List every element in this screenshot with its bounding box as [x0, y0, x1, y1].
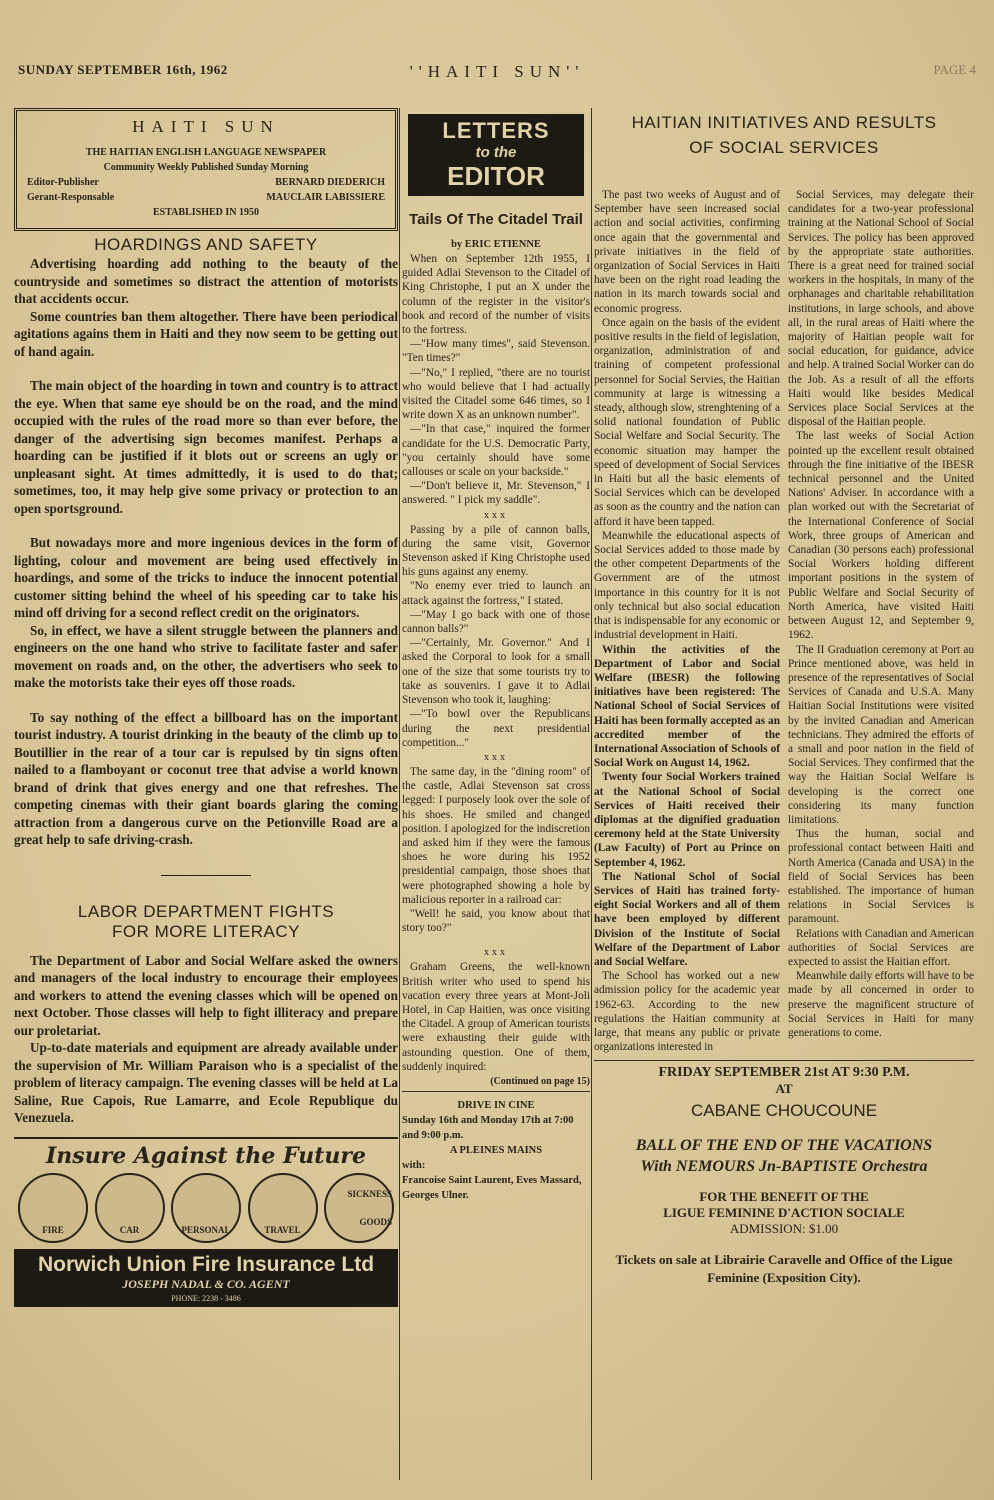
- event-orchestra: With NEMOURS Jn-BAPTISTE Orchestra: [640, 1158, 928, 1176]
- social-headline-1: HAITIAN INITIATIVES AND RESULTS: [631, 113, 937, 132]
- ball-event-ad: [594, 1065, 974, 1287]
- paragraph: So, in effect, we have a silent struggle between the planners and engineers on the one hand who strive to facilitate faster and safer movement on roads and, on the other, the advertisers who seek to make the motorists take their eyes off those roads.: [14, 622, 398, 690]
- social-headline-2: OF SOCIAL SERVICES: [689, 138, 879, 157]
- drive-in-movie: A PLEINES MAINS: [449, 1144, 543, 1156]
- editor-name: BERNARD DIEDERICH: [275, 177, 385, 188]
- issue-date: SUNDAY SEPTEMBER 16th, 1962: [18, 62, 228, 77]
- car-icon: CAR: [95, 1173, 165, 1243]
- paragraph: The II Graduation ceremony at Port au Prince mentioned above, was held in presence of the representatives of Social Services of Canada and U.S.A. Many Haitian Social Institutions were visited by the invited Canadian and American technicians. They admired the efforts of a small and poor nation in the field of Social Services. They confirmed that the way the Haitian Social Welfare is developing is the correct one considering its many function limitations.: [788, 643, 974, 826]
- social-article: [594, 188, 974, 1054]
- travel-icon: TRAVEL: [248, 1173, 318, 1243]
- drive-in-cast: Francoise Saint Laurent, Eves Massard, Georges Ulner.: [402, 1174, 582, 1201]
- insurance-slogan: Insure Against the Future: [46, 1142, 366, 1169]
- masthead-established: ESTABLISHED IN 1950: [153, 207, 259, 218]
- paragraph: —"How many times", said Stevenson. "Ten times?": [402, 338, 590, 365]
- logo-line-3: EDITOR: [447, 161, 545, 191]
- event-benefit-1: FOR THE BENEFIT OF THE: [699, 1189, 869, 1205]
- paragraph: Advertising hoarding add nothing to the beauty of the countryside and sometimes so distract the attention of motorists that accidents occur.: [14, 256, 398, 306]
- goods-label: GOODS: [359, 1216, 392, 1227]
- paragraph: Thus the human, social and professional contact between Haiti and North America (Canada and USA) in the field of Social Services has been established. The importance of human relations in Social Services is paramount.: [788, 828, 974, 926]
- paragraph: Passing by a pile of cannon balls, during the same visit, Governor Stevenson asked if King Christophe used his guns against any enemy.: [402, 523, 590, 579]
- paragraph: Meanwhile the educational aspects of Social Services added to those made by the other competent Departments of the Government are of the utmost importance in this country for it is not only technical but also social education that is indispensable for any economic or industrial development in Haiti.: [594, 529, 780, 642]
- column-rule: [399, 108, 400, 1480]
- separator: xxx: [484, 751, 508, 763]
- event-ball: BALL OF THE END OF THE VACATIONS: [635, 1137, 933, 1155]
- letter-headline: Tails Of The Citadel Trail: [409, 211, 583, 228]
- page-header: [18, 62, 976, 84]
- column-right: [594, 108, 974, 1287]
- paragraph: Twenty four Social Workers trained at the National School of Social Services of Haiti received their diplomas at the dignified graduation ceremony held at the State University (Law Faculty) of Port au Prince on September 4, 1962.: [594, 771, 780, 869]
- labor-article: [14, 952, 398, 1127]
- sickness-label: SICKNESS: [347, 1188, 392, 1199]
- insurance-company: Norwich Union Fire Insurance Ltd: [14, 1249, 398, 1277]
- paragraph: The last weeks of Social Action pointed up the excellent result obtained through the fine initiative of the IBESR technical personnel and the United Nations' Adviser. In accordance with a plan worked out with the Secretariat of the International Conference of Social Work, three groups of American and Canadian (30 persons each) professional Social Workers holding different important positions in the system of Public Welfare and Social Security of North America, have visited Haiti between August 12, and September 9, 1962.: [788, 430, 974, 642]
- paragraph: The main object of the hoarding in town and country is to attract the eye. When that same eye should be on the road, and the mind occupied with the rules of the road more so than ever before, the danger of the advertising sign becomes manifest. Perhaps a hoarding can be justified if it blots out or screens an ugly or unpleasant sight. At times admittedly, it is used to do that; sometimes, too, it may help give some privacy or protection to an open sportsground.: [14, 378, 398, 516]
- column-rule: [591, 108, 592, 1480]
- paragraph: —"No," I replied, "there are no tourist who would believe that I had actually visited the Citadel some 646 times, so I write down X as an unknown number".: [402, 366, 590, 422]
- insurance-agent: JOSEPH NADAL & CO. AGENT: [14, 1277, 398, 1294]
- paragraph: Graham Greens, the well-known British writer who used to spend his vacation every three years at Mont-Joli Hotel, in Cap Haitien, was once visiting the Citadel. A group of American tourists were exhausting their guide with astounding question. One of them, suddenly inquired:: [402, 961, 590, 1073]
- separator: xxx: [484, 947, 508, 959]
- hoardings-headline: HOARDINGS AND SAFETY: [94, 235, 318, 254]
- paragraph: —"Don't believe it, Mr. Stevenson," I answered. " I pick my saddle".: [402, 480, 590, 507]
- insurance-ad: [14, 1137, 398, 1307]
- paragraph: —"Certainly, Mr. Governor." And I asked the Corporal to look for a small one of the size that some tourists try to take as souvenirs. I gave it to Adlai Stevenson who took it, laughing:: [402, 637, 590, 707]
- divider: [402, 1091, 590, 1092]
- labor-headline-2: FOR MORE LITERACY: [112, 921, 300, 941]
- paragraph: But nowadays more and more ingenious devices in the form of lighting, colour and movement are being used effectively in hoardings, and some of the tricks to induce the innocent potential customer sitting behind the wheel of his speeding car to take his mind off driving for a second reflect credit on the originators.: [14, 535, 398, 620]
- masthead-title: HAITI SUN: [132, 117, 280, 136]
- paragraph: "Well! he said, you know about that story too?": [402, 907, 590, 935]
- labor-headline-1: LABOR DEPARTMENT FIGHTS: [77, 901, 335, 921]
- fire-icon: FIRE: [18, 1173, 88, 1243]
- divider: [161, 875, 251, 876]
- drive-in-with: with:: [402, 1159, 426, 1171]
- letter-body: [402, 252, 590, 1074]
- social-article-left: [594, 188, 780, 1054]
- paragraph: Up-to-date materials and equipment are already available under the supervision of Mr. William Paraison who is a specialist of the problem of literacy campaign. The evening classes will be held at La Saline, Rue Capois, Rue Lamarre, and Ecole Republique du Venezuela.: [14, 1040, 398, 1125]
- insurance-categories: [14, 1173, 398, 1243]
- paragraph: When on September 12th 1955, I guided Adlai Stevenson to the Citadel of King Christophe, I put an X under the column of the register in the visitor's book and record of the number of visits to the fortress.: [402, 253, 590, 337]
- editor-role: Editor-Publisher: [27, 177, 99, 188]
- column-middle: [402, 108, 590, 1203]
- gerant-role: Gerant-Responsable: [27, 192, 115, 203]
- drive-in-dates: Sunday 16th and Monday 17th at 7:00 and 9:00 p.m.: [402, 1114, 574, 1141]
- separator: xxx: [484, 509, 508, 521]
- hoardings-article: [14, 255, 398, 849]
- paragraph: Some countries ban them altogether. There have been periodical agitations agains them in Haiti and they now seem to be getting out of hand again.: [14, 308, 398, 359]
- letters-to-editor-logo: [408, 114, 584, 196]
- paragraph: Once again on the basis of the evident positive results in the field of legislation, organization, administration of and training of competent professional personnel for Social Servies, the Haitian community at large is witnessing a steady, although slow, strenghtening of a solid national foundation of Public Social Welfare and Social Security. The economic situation may hamper the speed of development of Social Services in Haiti but all the basic elements of Social Services which can be developed as soon as the country and the nation can afford it have been tapped.: [594, 316, 780, 528]
- logo-line-2: to the: [475, 144, 517, 161]
- event-date: FRIDAY SEPTEMBER 21st AT 9:30 P.M.: [658, 1065, 910, 1081]
- masthead-tagline: THE HAITIAN ENGLISH LANGUAGE NEWSPAPER: [85, 147, 327, 158]
- masthead-gerant: [27, 192, 385, 203]
- paragraph: —"To bowl over the Republicans during the next presidential competition...": [402, 708, 590, 749]
- event-at: AT: [775, 1081, 793, 1097]
- gerant-name: MAUCLAIR LABISSIERE: [266, 192, 385, 203]
- masthead-box: [14, 108, 398, 231]
- masthead-frequency: Community Weekly Published Sunday Morning: [103, 162, 309, 173]
- sickness-goods-icon: [324, 1173, 394, 1243]
- paragraph: To say nothing of the effect a billboard has on the important tourist industry. A tourist drinking in the beauty of the climb up to Boutillier in the rear of a tour car is repulsed by tin signs often nailed to a flamboyant or coconut tree that advise a world known brand of drink that gives energy and one that refreshes. The competing cinemas with their giant boards glaring the coming attraction from a dangerous curve on the Petionville Road are a great help to safe driving-crash.: [14, 709, 398, 847]
- event-benefit-2: LIGUE FEMININE D'ACTION SOCIALE: [663, 1205, 905, 1221]
- continued-note: (Continued on page 15): [490, 1075, 590, 1087]
- paragraph: —"In that case," inquired the former candidate for the U.S. Democratic Party, "you certainly should have some callouses or scale on your backside.": [402, 423, 590, 479]
- event-admission: ADMISSION: $1.00: [729, 1221, 839, 1237]
- paragraph: The past two weeks of August and of September have seen increased social action and social activities, confirming once again that the governmental and private initiatives in the field of organization of Social Services in Haiti have been on the right road leading the nation in its march towards social and economic progress.: [594, 189, 780, 315]
- event-tickets: Tickets on sale at Librairie Caravelle and Office of the Ligue Feminine (Exposition City).: [615, 1252, 953, 1286]
- logo-line-1: LETTERS: [442, 118, 550, 143]
- masthead-editor: [27, 177, 385, 188]
- paragraph: Social Services, may delegate their candidates for a two-year professional training at the National School of Social Services. The policy has been approved by the appropriate state authorities. There is a great need for trained social workers in the hospitals, in many of the orphanages and charitable rehabilitation institutions, in large schools, and above all, in the rural areas of Haiti where the majority of Haitian people wait for social education, for guidance, advice and help. A trained Social Worker can do the Job. As a result of all the efforts Haiti would like besides Medical Services place Social Services at the disposal of the Haitian people.: [788, 189, 974, 429]
- letter-byline: by ERIC ETIENNE: [451, 239, 541, 250]
- paragraph: Within the activities of the Department of Labor and Social Welfare (IBESR) the following initiatives have been registered: The National School of Social Services of Haiti has been formally accepted as an accredited member of the International Association of Schools of Social Work on August 14, 1962.: [594, 643, 780, 770]
- divider: [594, 1060, 974, 1061]
- paragraph: The Department of Labor and Social Welfare asked the owners and managers of the local industry to encourage their employees and workers to attend the evening classes which will be opened on next October. Those classes will help to fight illiteracy and prepare our proletariat.: [14, 952, 398, 1038]
- paragraph: The National Schol of Social Services of Haiti has trained forty-eight Social Workers and all of them have been employed by different Division of the Institute of Social Welfare of the Department of Labor and Social Welfare.: [594, 870, 780, 968]
- social-article-right: [788, 188, 974, 1054]
- drive-in-title: DRIVE IN CINE: [457, 1099, 535, 1111]
- paragraph: —"May I go back with one of those cannon balls?": [402, 608, 590, 636]
- event-venue: CABANE CHOUCOUNE: [690, 1101, 878, 1121]
- drive-in-ad: [402, 1098, 590, 1203]
- personal-icon: PERSONAL: [171, 1173, 241, 1243]
- paragraph: The School has worked out a new admission policy for the academic year 1962-63. According to the new regulations the Haitian community at large, that means any public or private organizations interested in: [594, 970, 780, 1054]
- paragraph: "No enemy ever tried to launch an attack against the fortress," I stated.: [402, 580, 590, 607]
- paragraph: The same day, in the "dining room" of the castle, Adlai Stevenson sat cross legged: I purposely look over the sole of his shoes. He smiled and changed position. I apologized for the indiscretion and asked him if they were the famous shoes he wore during his 1952 presidential campaign, those shoes that were photographed showing a hole by malicious reporter in a railroad car:: [402, 765, 590, 906]
- insurance-phone: PHONE: 2238 - 3486: [14, 1294, 398, 1307]
- page-number: PAGE 4: [933, 62, 976, 77]
- column-left: [14, 108, 398, 1307]
- paper-name: ''HAITI SUN'': [409, 62, 585, 81]
- paragraph: Meanwhile daily efforts will have to be made by all concerned in order to preserve the magnificent structure of Social Services in Haiti for many generations to come.: [788, 970, 974, 1039]
- paragraph: Relations with Canadian and American authorities of Social Services are expected to assist the Haitian effort.: [788, 927, 974, 968]
